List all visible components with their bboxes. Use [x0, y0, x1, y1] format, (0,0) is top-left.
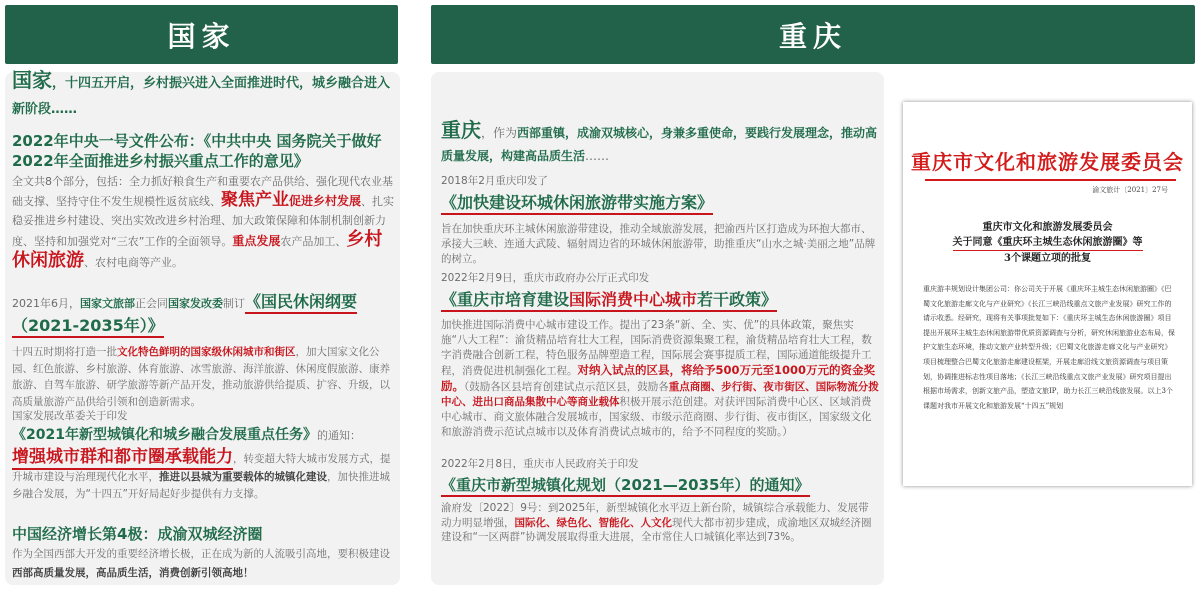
consumption-center-title: 《重庆市培育建设国际消费中心城市若干政策》 — [441, 288, 879, 312]
chongqing-section-1: 2018年2月重庆印发了 《加快建设环城休闲旅游带实施方案》 旨在加快重庆环主城休闲旅游带建设，推动全域旅游发展，把渝西片区打造成为环抱大都市、承接大三峡、连通大武陵、辐射周边省的环城休闲旅游带，助推重庆“山水之城·美丽之地”品牌的树立。 — [441, 175, 876, 265]
chongqing-intro: 重庆，作为西部重镇，成渝双城核心，身兼多重使命，要践行发展理念，推动高质量发展，构建高品质生活…… — [441, 118, 878, 163]
national-section-2: 2021年6月，国家文旅部正会同国家发改委制订《国民休闲纲要（2021-2035年）》 十四五时期将打造一批文化特色鲜明的国家级休闲城市和街区，加大国家文化公园、红色旅游、乡村旅游、体育旅游、冰雪旅游、海洋旅游、休闲度假旅游、康养旅游、自驾车旅游、研学旅游等新产品开发，推动旅游供给提质、扩容、升级，以高质量旅游产品供给引领和创造新需求。 — [12, 290, 394, 410]
leisure-outline-title: 《国民休闲纲要（2021-2035年）》 — [12, 292, 357, 338]
official-document-image — [903, 102, 1192, 486]
national-section-4: 中国经济增长第4极：成渝双城经济圈 作为全国西部大开发的重要经济增长极，正在成为新的人流吸引高地，要积极建设西部高质量发展，高品质生活，消费创新引领高地！ — [12, 525, 390, 579]
document-body: 重庆游丰规划设计集团公司：你公司关于开展《重庆环主城生态休闲旅游圈》《巴蜀文化旅游走廊文化与产业研究》《长江三峡沿线重点文旅产业发展》研究工作的请示收悉。经研究，现将有关事项批复如下：《重庆环主城生态休闲旅游圈》项目提出开展环主城生态休闲旅游带优质资源调查与分析，研究休闲旅游业态布局，保护文旅生态环境，推动文旅产业转型升级；《巴蜀文化旅游走廊文化与产业研究》项目梳理整合巴蜀文化旅游走廊建设框架，开展走廊沿线文旅资源调查与项目策划，协调推进标志性项目落地；《长江三峡沿线重点文旅产业发展》研究项目提出根据市场需求，创新文旅产品，塑造文旅IP，助力长江三峡沿线旅发展。以上3个课题对我市开展文化和旅游发展“十四五”规划 — [923, 285, 1175, 410]
leisure-belt-plan-title: 《加快建设环城休闲旅游带实施方案》 — [441, 193, 713, 215]
doc1-body: 全文共8个部分，包括：全力抓好粮食生产和重要农产品供给、强化现代农业基础支撑、坚持守住不发生规模性返贫底线、聚焦产业促进乡村发展、扎实稳妥推进乡村建设、突出实效改进乡村治理、加大政策保障和体制机制创新力度、坚持和加强党对“三农”工作的全面领导。重点发展农产品加工、乡村休闲旅游、农村电商等产业。 — [12, 175, 395, 271]
national-intro: 国家，十四五开启，乡村振兴进入全面推进时代，城乡融合进入新阶段…… — [12, 68, 391, 117]
document-number: 渝文旅计〔2021〕27号 — [1092, 186, 1168, 194]
chongqing-section-2: 2022年2月9日，重庆市政府办公厅正式印发 《重庆市培育建设国际消费中心城市若干政策》 加快推进国际消费中心城市建设工作。提出了23条“新、全、实、优”的具体政策，聚焦实施“八大工程”：渝货精品培育壮大工程，国际消费资源集聚工程，渝货精品培育壮大工程，数字消费融合创新工程，特色服务品牌塑造工程，国际展会赛事提质工程，国际通道能级提升工程，消费促进机制强化工程。对纳入试点的区县，将给予500万元至1000万元的资金奖励。（鼓励各区县培育创建试点示范区县，鼓励各重点商圈、步行街、夜市街区、国际物流分拨中心、进出口商品集散中心等商业载体积极开展示范创建。对获评国际消费中心区、区域消费中心城市、商文旅体融合发展城市，国家级、市级示范商圈、步行街、夜市街区，国家级文化和旅游消费示范试点城市以及体育消费试点城市的，给予不同程度的奖励。） — [441, 272, 879, 438]
consumption-center-body: 加快推进国际消费中心城市建设工作。提出了23条“新、全、实、优”的具体政策，聚焦实施“八大工程”：渝货精品培育壮大工程，国际消费资源集聚工程，渝货精品培育壮大工程，数字消费融合创新工程，特色服务品牌塑造工程，国际展会赛事提质工程，国际通道能级提升工程，消费促进机制强化工程。对纳入试点的区县，将给予500万元至1000万元的资金奖励。（鼓励各区县培育创建试点示范区县，鼓励各重点商圈、步行街、夜市街区、国际物流分拨中心、进出口商品集散中心等商业载体积极开展示范创建。对获评国际消费中心区、区域消费中心城市、商文旅体融合发展城市，国家级、市级示范商圈、步行街、夜市街区，国家级文化和旅游消费示范试点城市以及体育消费试点城市的，给予不同程度的奖励。） — [441, 319, 879, 438]
document-red-rule — [925, 179, 1176, 181]
national-section-3: 国家发展改革委关于印发 《2021年新型城镇化和城乡融合发展重点任务》的通知： 增强城市群和都市圈承载能力，转变超大特大城市发展方式，提升城市建设与治理现代化水平，推进以县城为重要载体的城镇化建设，加快推进城乡融合发展，为“十四五”开好局起好步提供有力支撑。 — [12, 410, 391, 500]
document-issuer: 重庆市文化和旅游发展委员会 — [911, 150, 1184, 174]
chongqing-header: 重庆 — [431, 5, 1195, 64]
urbanization-plan-title: 《重庆市新型城镇化规划（2021—2035年）的通知》 — [441, 476, 810, 497]
doc1-title: 2022年中央一号文件公布：《中共中央 国务院关于做好2022年全面推进乡村振兴重点工作的意见》 — [12, 132, 382, 170]
national-section-1 — [12, 131, 394, 272]
leisure-outline-body: 十四五时期将打造一批文化特色鲜明的国家级休闲城市和街区，加大国家文化公园、红色旅游、乡村旅游、体育旅游、冰雪旅游、海洋旅游、休闲度假旅游、康养旅游、自驾车旅游、研学旅游等新产品开发，推动旅游供给提质、扩容、升级，以高质量旅游产品供给引领和创造新需求。 — [12, 346, 390, 408]
urbanization-tasks-title: 《2021年新型城镇化和城乡融合发展重点任务》 — [12, 427, 317, 443]
document-title: 重庆市文化和旅游发展委员会 关于同意《重庆环主城生态休闲旅游圈》等 3个课题立项的批复 — [952, 222, 1143, 264]
national-header: 国家 — [5, 5, 398, 64]
chongqing-section-3: 2022年2月8日，重庆市人民政府关于印发 《重庆市新型城镇化规划（2021—2035年）的通知》 渝府发〔2022〕9号：到2025年，新型城镇化水平迈上新台阶，城镇综合承载能力、发展带动力明显增强，国际化、绿色化、智能化、人文化现代大都市初步建成，成渝地区双城经济圈建设和“一区两群”协调发展取得重大进展，全市常住人口城镇化率达到73%。 — [441, 458, 872, 543]
